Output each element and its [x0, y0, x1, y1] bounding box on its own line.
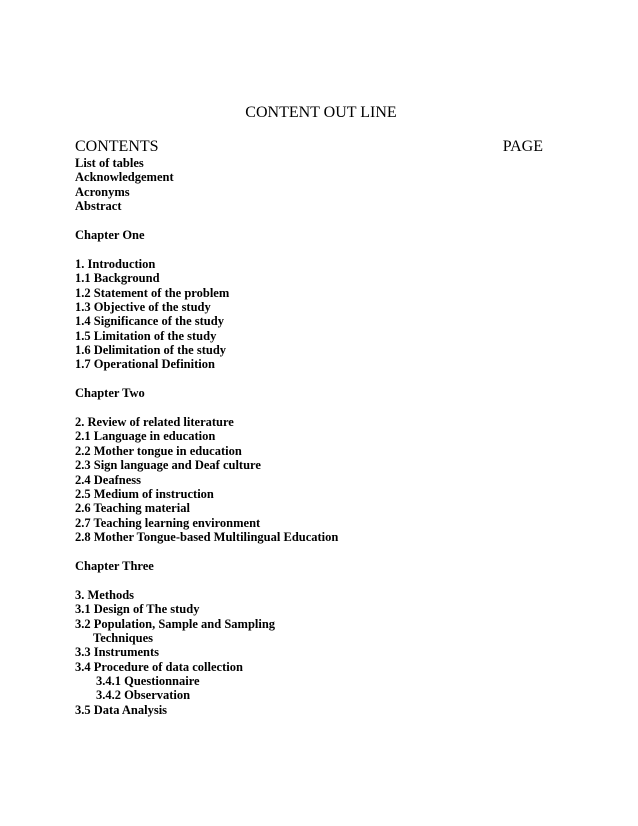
toc-entry: 1.2 Statement of the problem — [75, 285, 230, 300]
toc-entry: 1.5 Limitation of the study — [75, 328, 217, 343]
toc-entry: 2. Review of related literature — [75, 415, 234, 430]
table-of-contents — [75, 156, 555, 717]
toc-entry: 2.7 Teaching learning environment — [75, 515, 261, 530]
toc-entry: 2.1 Language in education — [75, 429, 216, 444]
contents-label: CONTENTS — [75, 138, 159, 155]
chapter-heading: Chapter One — [75, 227, 145, 242]
toc-subentry: 3.4.2 Observation — [96, 688, 191, 703]
toc-entry: 3.3 Instruments — [75, 645, 160, 660]
toc-entry: 1.7 Operational Definition — [75, 357, 215, 372]
toc-entry: 2.4 Deafness — [75, 472, 141, 487]
toc-subentry: 3.4.1 Questionnaire — [96, 674, 200, 689]
toc-entry-list-of-tables: List of tables — [75, 156, 144, 170]
toc-entry: 1. Introduction — [75, 256, 156, 271]
toc-entry: 1.3 Objective of the study — [75, 299, 211, 314]
toc-entry-abstract: Abstract — [75, 199, 122, 214]
toc-entry: 3.4 Procedure of data collection — [75, 659, 243, 674]
toc-entry: 2.8 Mother Tongue-based Multilingual Education — [75, 530, 339, 545]
toc-entry: 3. Methods — [75, 587, 135, 602]
toc-entry: 3.1 Design of The study — [75, 602, 200, 617]
toc-entry-continuation: Techniques — [93, 630, 153, 645]
toc-entry: 2.3 Sign language and Deaf culture — [75, 458, 261, 473]
page-label: PAGE — [502, 138, 543, 155]
page-title: CONTENT OUT LINE — [245, 104, 397, 121]
chapter-heading: Chapter Three — [75, 558, 154, 573]
toc-entry-acknowledgement: Acknowledgement — [75, 170, 174, 185]
toc-entry: 3.2 Population, Sample and Sampling — [75, 616, 276, 631]
toc-entry: 1.1 Background — [75, 271, 160, 286]
toc-header — [75, 138, 543, 156]
toc-entry: 2.2 Mother tongue in education — [75, 443, 242, 458]
toc-entry: 1.4 Significance of the study — [75, 314, 224, 329]
toc-entry: 2.5 Medium of instruction — [75, 486, 214, 501]
toc-entry: 3.5 Data Analysis — [75, 702, 168, 717]
toc-entry: 2.6 Teaching material — [75, 501, 190, 516]
chapter-heading: Chapter Two — [75, 386, 145, 401]
toc-entry-acronyms: Acronyms — [75, 184, 130, 199]
toc-entry: 1.6 Delimitation of the study — [75, 343, 227, 358]
